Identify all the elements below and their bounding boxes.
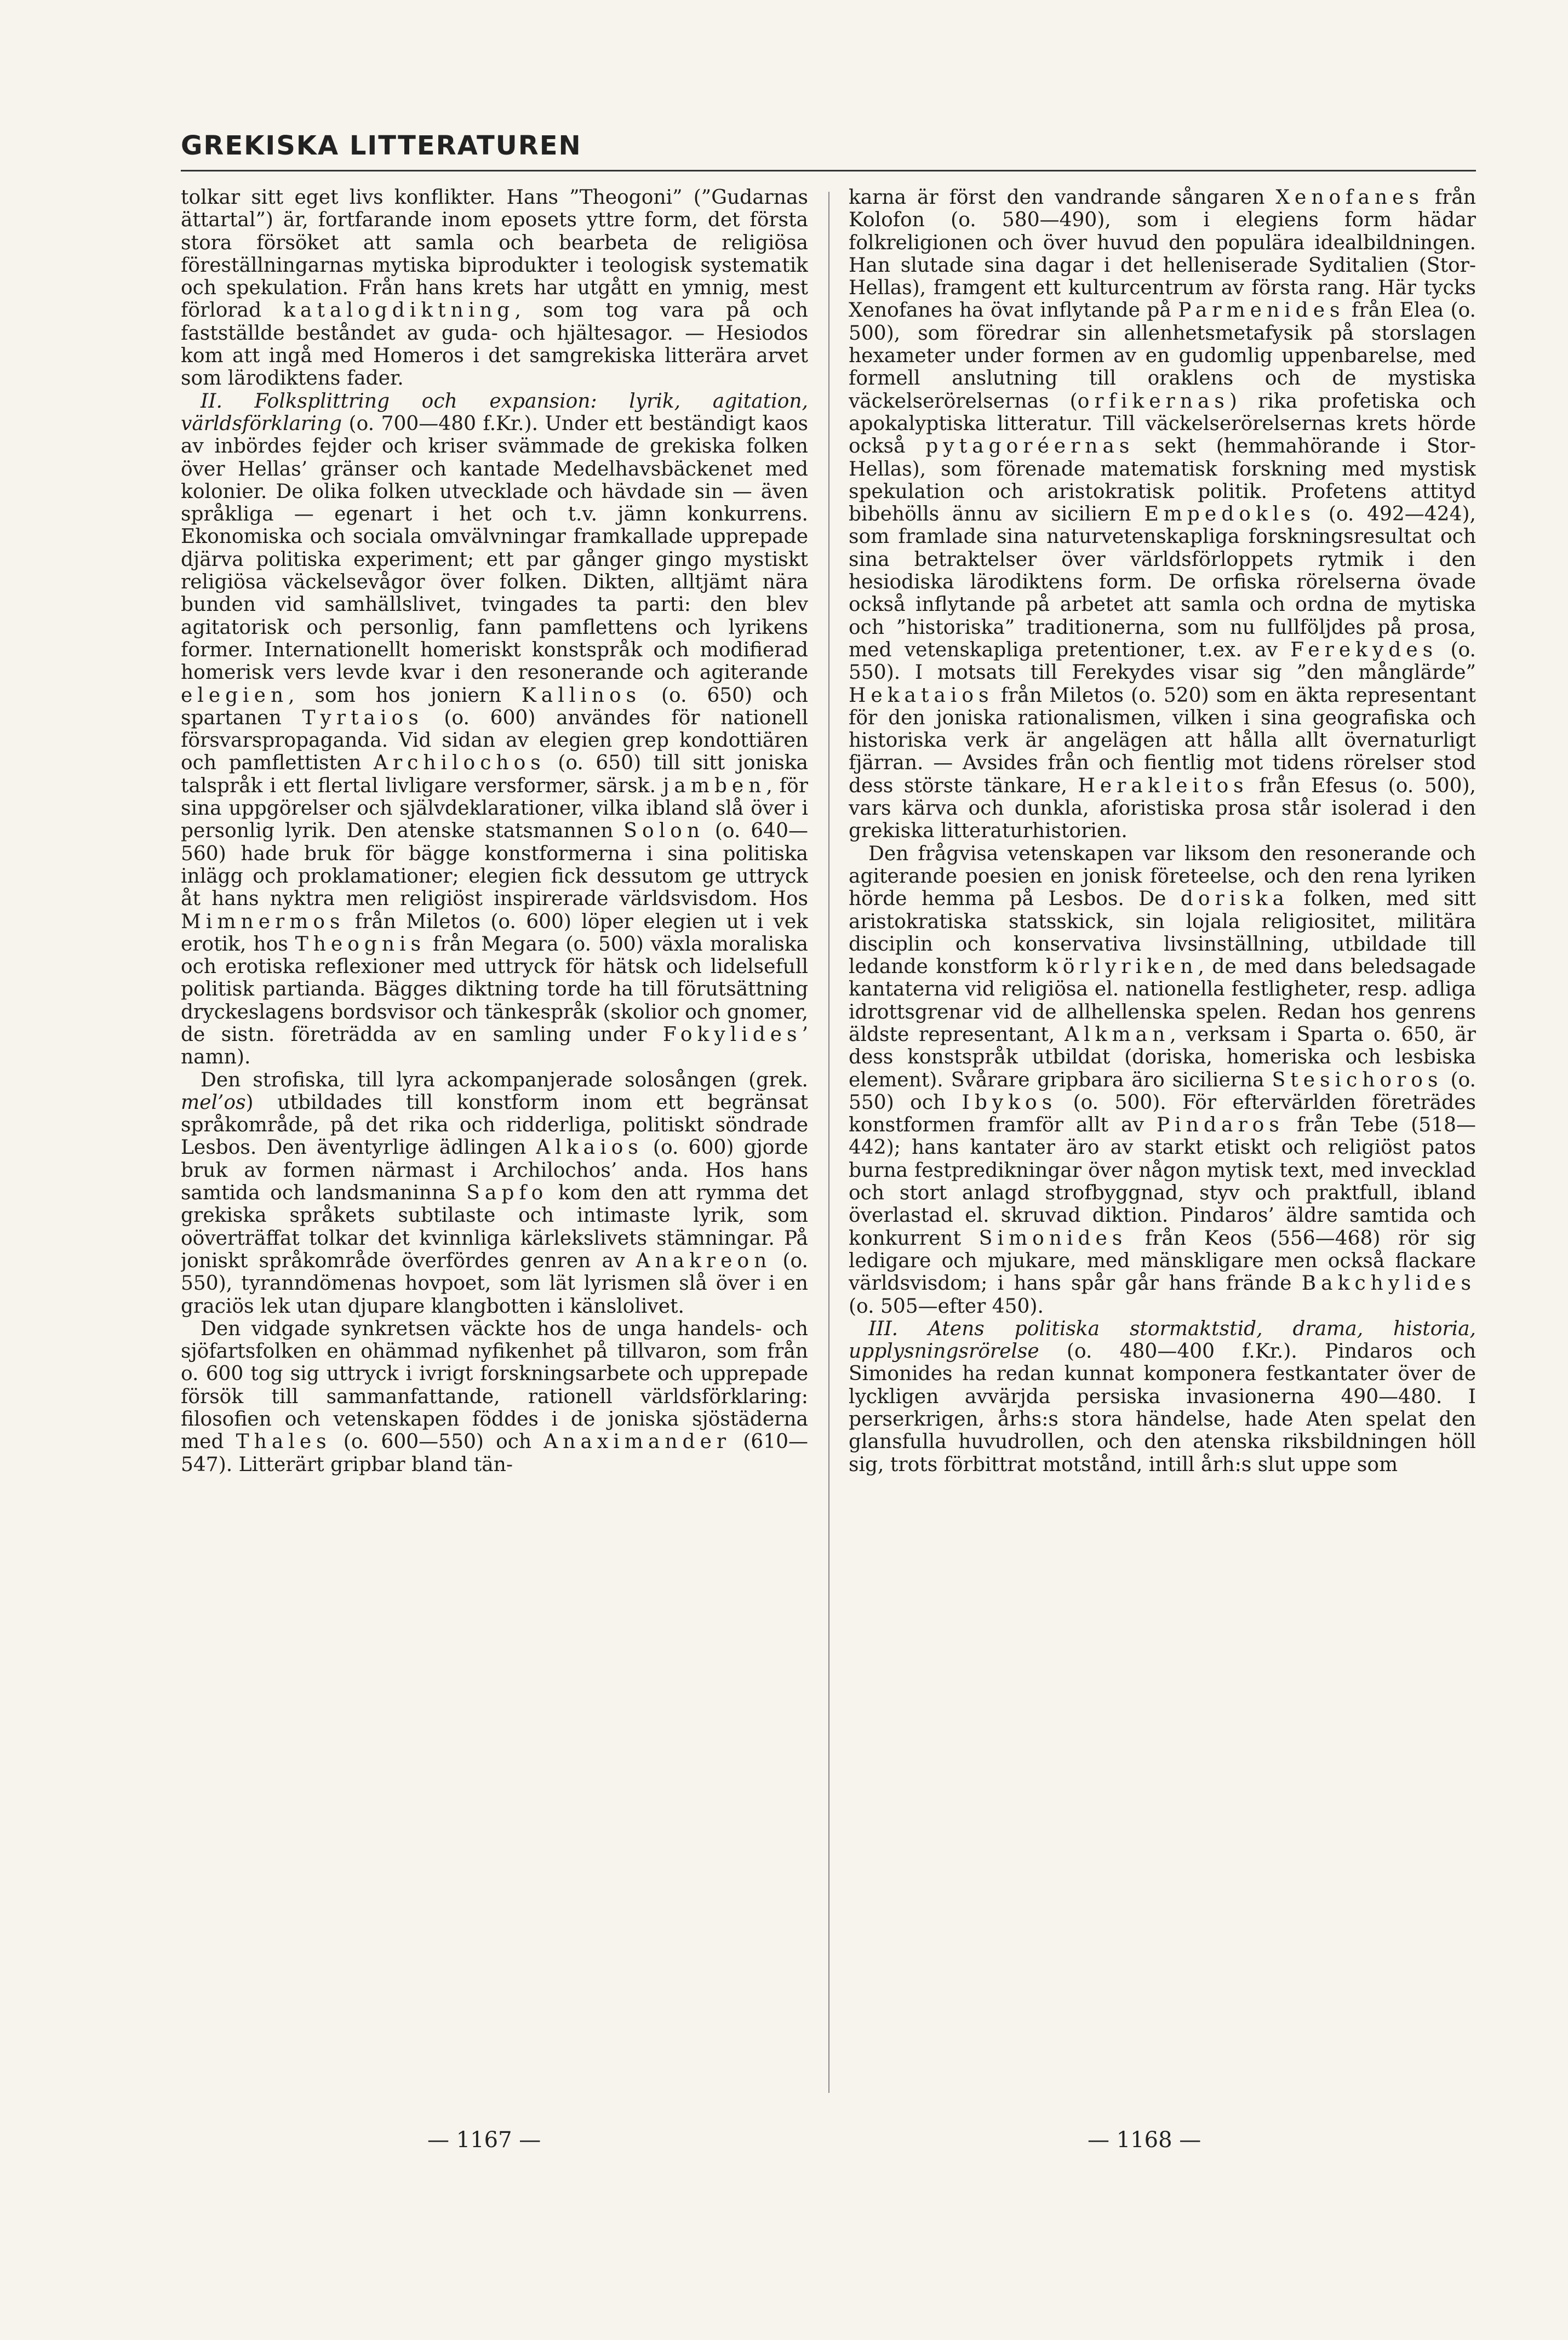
column-divider bbox=[828, 192, 829, 2093]
italic-text: mel’os bbox=[181, 1091, 246, 1114]
spaced-name: Simonides bbox=[978, 1227, 1128, 1250]
text-run: folken, med sitt aristokratiska statsskick, sin lojala religiositet, militära disciplin och konservativa livsinställning, utbildade till ledande konstform bbox=[849, 888, 1476, 979]
text-run: (o. 550) och bbox=[849, 1068, 1476, 1114]
paragraph bbox=[181, 390, 808, 1069]
text-run: (610—547). Litterärt gripbar bland tän- bbox=[181, 1431, 808, 1476]
text-run: från Kolofon (o. 580—490), som i elegiens form hädar folkreligionen och över huvud den populära idealbildningen. Han slutade sina dagar i det helleniserade Syditalien (Stor-Hellas), framgent ett kulturcentrum av första rang. Här tycks Xenofanes ha övat inflytande på bbox=[849, 186, 1476, 322]
spaced-name: Alkaios bbox=[536, 1136, 643, 1159]
page-number-right: — 1168 — bbox=[1088, 2127, 1201, 2153]
text-run: från Miletos (o. 520) som en äkta representant för den joniska rationalismen, vilken i sina geografiska och historiska verk är angelägen att hålla allt övernaturligt fjärran. — Avsides från och fientlig mot tidens rörelser stod dess störste tänkare, bbox=[849, 684, 1476, 797]
spaced-name: Ferekydes bbox=[1290, 638, 1438, 661]
text-run: , verksam i Sparta o. 650, är dess konstspråk utbildat (doriska, homeriska och lesbiska element). Svårare gripbara äro sicilierna bbox=[849, 1023, 1476, 1091]
text-run: (o. 600) gjorde bruk av formen närmast i Archilochos’ anda. Hos hans samtida och landsmaninna bbox=[181, 1136, 808, 1205]
paragraph bbox=[181, 1069, 808, 1318]
spaced-name: Anakreon bbox=[636, 1249, 772, 1272]
text-run: från Elea (o. 500), som föredrar sin allenhetsmetafysik på storslagen hexameter under formen av en gudomlig uppenbarelse, med formell anslutning till oraklens och de mystiska väckelserörelsernas ( bbox=[849, 299, 1476, 413]
text-run: (o. 492—424), som framlade sina naturvetenskapliga forskningsresultat och sina betraktelser över världsförloppets rytmik i den hesiodiska lärodiktens form. De orfiska rörelserna övade också inflytande på arbetet att samla och ordna de mytiska och ”historiska” traditionerna, som nu fullföljdes på prosa, med vetenskapliga pretentioner, t.ex. av bbox=[849, 503, 1476, 661]
spaced-name: körlyriken bbox=[1045, 956, 1198, 979]
text-run: från Tebe (518—442); hans kantater äro av starkt etiskt och religiöst patos burna festpredikningar över någon mytisk text, med invecklad och stort anlagd strofbyggnad, styv och praktfull, ibland överlastad el. skruvad diktion. Pindaros’ äldre samtida och konkurrent bbox=[849, 1114, 1476, 1250]
text-run: (o. 550). I motsats till Ferekydes visar sig ”den månglärde” bbox=[849, 638, 1476, 684]
spaced-name: Theognis bbox=[295, 932, 426, 956]
spaced-name: Herakleitos bbox=[1078, 774, 1249, 797]
spaced-name: Mimnermos bbox=[181, 910, 345, 933]
text-run: tolkar sitt eget livs konflikter. Hans ”Theogoni” (”Gudarnas ättartal”) är, fortfarande inom eposets yttre form, det första stora försöket att samla och bearbeta de religiösa föreställningarnas mytiska biprodukter i teologisk systematik och spekulation. Från hans krets har utgått en ymnig, mest förlorad bbox=[181, 186, 808, 322]
header-rule bbox=[181, 170, 1476, 171]
italic-text: II. Folksplittring och expansion: lyrik, agitation, världsförklaring bbox=[181, 390, 808, 435]
text-run: Den strofiska, till lyra ackompanjerade solosången (grek. bbox=[201, 1068, 808, 1091]
right-column bbox=[849, 186, 1476, 2115]
spaced-name: jamben bbox=[663, 774, 766, 797]
spaced-name: Hekataios bbox=[849, 684, 994, 707]
spaced-name: Solon bbox=[623, 820, 705, 843]
text-run: , de med dans beledsagade kantaterna vid religiösa el. nationella festligheter, resp. adliga idrottsgrenar vid de allhellenska spelen. Redan hos genrens äldste representant, bbox=[849, 956, 1476, 1046]
text-run: från Megara (o. 500) växla moraliska och erotiska reflexioner med uttryck för hätsk och lidelsefull politisk partianda. Bägges diktning torde ha till förutsättning dryckeslagens bordsvisor och tänkespråk (skolior och gnomer, de sistn. företrädda av en samling under bbox=[181, 932, 808, 1046]
spaced-name: Alkman bbox=[1065, 1023, 1170, 1046]
spaced-name: katalogdiktning bbox=[283, 299, 515, 322]
text-run: ’ namn). bbox=[181, 1023, 808, 1069]
spaced-name: Pindaros bbox=[1157, 1114, 1284, 1137]
text-run: (o. 650) och spartanen bbox=[181, 684, 808, 729]
italic-text: III. Atens politiska stormaktstid, drama, historia, upplysningsrörelse bbox=[849, 1317, 1476, 1363]
spaced-name: Ibykos bbox=[962, 1091, 1057, 1114]
text-run: , som hos joniern bbox=[288, 684, 522, 707]
text-run: från Miletos (o. 600) löper elegien ut i vek erotik, hos bbox=[181, 910, 808, 956]
text-run: (o. 550), tyranndömenas hovpoet, som lät lyrismen slå över i en graciös lek utan djupare klangbotten i känslolivet. bbox=[181, 1249, 808, 1318]
text-run: , för sina uppgörelser och självdeklarationer, vilka ibland slå över i personlig lyrik. Den atenske statsmannen bbox=[181, 774, 808, 843]
spaced-name: Sapfo bbox=[466, 1182, 548, 1205]
text-run: (o. 650) till sitt joniska talspråk i ett flertal livligare versformer, särsk. bbox=[181, 752, 808, 797]
paragraph bbox=[849, 1318, 1476, 1476]
spaced-name: orfikernas bbox=[1077, 390, 1229, 413]
text-run: (o. 480—400 f.Kr.). Pindaros och Simonides ha redan kunnat komponera festkantater över de lyckligen avvärjda persiska invasionerna 490—480. I perserkrigen, århs:s stora händelse, hade Aten spelat den glansfulla huvudrollen, och den atenska riksbildningen höll sig, trots förbittrat motstånd, intill årh:s slut uppe som bbox=[849, 1340, 1476, 1476]
text-run: (o. 640—560) hade bruk för bägge konstformerna i sina politiska inlägg och proklamationer; elegien fick dessutom ge uttryck åt hans nyktra men religiöst inspirerade världsvisdom. Hos bbox=[181, 820, 808, 911]
spaced-name: Archilochos bbox=[373, 752, 546, 775]
spaced-name: pytagoréernas bbox=[925, 435, 1135, 458]
spaced-name: elegien bbox=[181, 684, 289, 707]
text-run: (o. 505—efter 450). bbox=[849, 1295, 1044, 1318]
paragraph bbox=[849, 843, 1476, 1318]
text-run: från Keos (556—468) rör sig ledigare och mjukare, med mänskligare men också flackare världsvisdom; i hans spår går hans frände bbox=[849, 1227, 1476, 1295]
text-run: (o. 600—550) och bbox=[331, 1431, 544, 1454]
spaced-name: Fokylides bbox=[662, 1023, 802, 1046]
spaced-name: doriska bbox=[1180, 888, 1290, 911]
text-run: (o. 500). För eftervärlden företrädes konstformen framför allt av bbox=[849, 1091, 1476, 1137]
text-run: karna är först den vandrande sångaren bbox=[849, 186, 1276, 209]
text-run: kom den att rymma det grekiska språkets subtilaste och intimaste lyrik, som oöverträffat tolkar det kvinnliga kärlekslivets stämningar. På joniskt språkområde överfördes genren av bbox=[181, 1182, 808, 1272]
spaced-name: Bakchylides bbox=[1301, 1272, 1476, 1295]
text-run: (o. 600) användes för nationell försvarspropaganda. Vid sidan av elegien grep kondottiären och pamflettisten bbox=[181, 706, 808, 775]
text-run: , som tog vara på och fastställde beståndet av guda- och hjältesagor. — Hesiodos kom att ingå med Homeros i det samgrekiska litterära arvet som lärodiktens fader. bbox=[181, 299, 808, 390]
text-run: ) rika profetiska och apokalyptiska litteratur. Till väckelserörelsernas krets hörde också bbox=[849, 390, 1476, 458]
text-run: Den frågvisa vetenskapen var liksom den resonerande och agiterande poesien en jonisk företeelse, och den rena lyriken hörde hemma på Lesbos. De bbox=[849, 842, 1476, 911]
text-run: sekt (hemmahörande i Stor-Hellas), som förenade matematisk forskning med mystisk spekulation och aristokratisk politik. Profetens attityd bibehölls ännu av siciliern bbox=[849, 435, 1476, 526]
text-run: Den vidgade synkretsen väckte hos de unga handels- och sjöfartsfolken en ohämmad nyfikenhet på tillvaron, som från o. 600 tog sig uttryck i ivrigt forskningsarbete och upprepade försök till sammanfattande, rationell världsförklaring: filosofien och vetenskapen föddes i de joniska sjöstäderna med bbox=[181, 1317, 808, 1454]
spaced-name: Parmenides bbox=[1178, 299, 1345, 322]
left-column bbox=[181, 186, 808, 2115]
text-run: ) utbildades till konstform inom ett begränsat språkområde, på det rika och ridderliga, politiskt söndrade Lesbos. Den äventyrlige ädlingen bbox=[181, 1091, 808, 1159]
spaced-name: Kallinos bbox=[521, 684, 642, 707]
spaced-name: Anaximander bbox=[543, 1431, 731, 1454]
spaced-name: Stesichoros bbox=[1272, 1068, 1443, 1091]
paragraph bbox=[849, 186, 1476, 843]
text-run: från Efesus (o. 500), vars kärva och dunkla, aforistiska prosa står isolerad i den grekiska litteraturhistorien. bbox=[849, 774, 1476, 843]
spaced-name: Tyrtaios bbox=[302, 706, 424, 729]
running-head: GREKISKA LITTERATUREN bbox=[181, 130, 582, 161]
page-number-left: — 1167 — bbox=[427, 2127, 541, 2153]
spaced-name: Empedokles bbox=[1144, 503, 1316, 526]
spaced-name: Xenofanes bbox=[1275, 186, 1424, 209]
paragraph bbox=[181, 1318, 808, 1476]
text-run: (o. 700—480 f.Kr.). Under ett beständigt kaos av inbördes fejder och kriser svämmade de grekiska folken över Hellas’ gränser och kantade Medelhavsbäckenet med kolonier. De olika folken utvecklade och hävdade sin — även språkliga — egenart i het och t.v. jämn konkurrens. Ekonomiska och sociala omvälvningar framkallade upprepade djärva politiska experiment; ett par gånger gingo mystiskt religiösa väckelsevågor över folken. Dikten, alltjämt nära bunden vid samhällslivet, tvingades ta parti: den blev agitatorisk och personlig, fann pamflettens och lyrikens former. Internationellt homeriskt konstspråk och modifierad homerisk vers levde kvar i den resonerande och agiterande bbox=[181, 412, 808, 684]
paragraph bbox=[181, 186, 808, 390]
spaced-name: Thales bbox=[236, 1431, 331, 1454]
